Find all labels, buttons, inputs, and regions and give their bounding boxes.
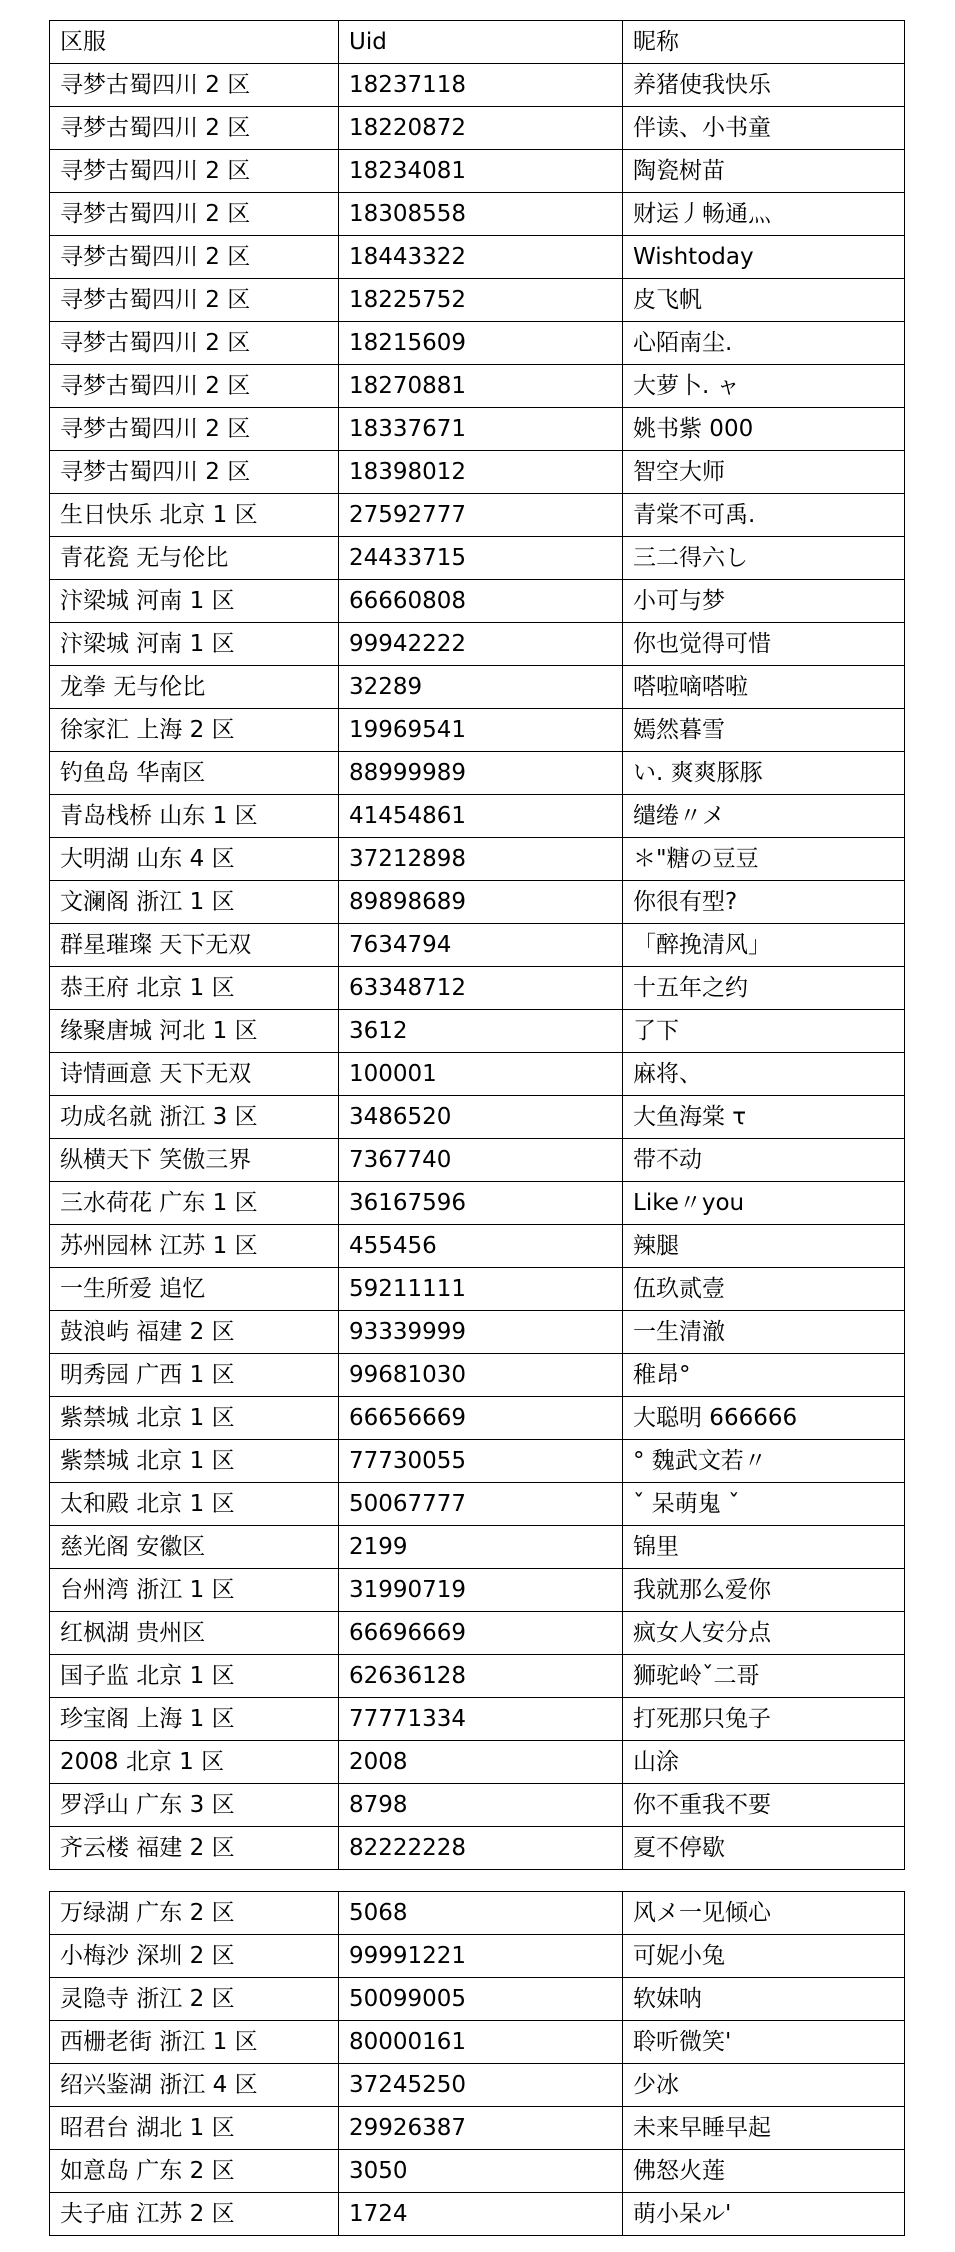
- table-row: [50, 838, 905, 881]
- cell-uid: 18234081: [339, 150, 623, 193]
- table-row: [50, 1978, 905, 2021]
- table-row: [50, 494, 905, 537]
- cell-server: 昭君台 湖北 1 区: [50, 2107, 339, 2150]
- table-row: [50, 408, 905, 451]
- cell-server: 万绿湖 广东 2 区: [50, 1892, 339, 1935]
- cell-server: 大明湖 山东 4 区: [50, 838, 339, 881]
- server-uid-table: [49, 20, 905, 1870]
- table-row: [50, 2107, 905, 2150]
- cell-uid: 100001: [339, 1053, 623, 1096]
- table-row: [50, 1655, 905, 1698]
- cell-uid: 2008: [339, 1741, 623, 1784]
- cell-nickname: 伍玖贰壹: [623, 1268, 905, 1311]
- cell-server: 钓鱼岛 华南区: [50, 752, 339, 795]
- table-row: [50, 150, 905, 193]
- cell-server: 夫子庙 江苏 2 区: [50, 2193, 339, 2236]
- cell-nickname: 皮飞帆: [623, 279, 905, 322]
- cell-server: 西栅老街 浙江 1 区: [50, 2021, 339, 2064]
- cell-server: 绍兴鉴湖 浙江 4 区: [50, 2064, 339, 2107]
- cell-server: 寻梦古蜀四川 2 区: [50, 408, 339, 451]
- cell-server: 恭王府 北京 1 区: [50, 967, 339, 1010]
- cell-server: 群星璀璨 天下无双: [50, 924, 339, 967]
- cell-nickname: 姚书紫 000: [623, 408, 905, 451]
- cell-uid: 7367740: [339, 1139, 623, 1182]
- cell-server: 徐家汇 上海 2 区: [50, 709, 339, 752]
- cell-nickname: ＊"糖の豆豆: [623, 838, 905, 881]
- table-row: [50, 1053, 905, 1096]
- cell-nickname: 财运丿畅通灬: [623, 193, 905, 236]
- cell-nickname: い. 爽爽豚豚: [623, 752, 905, 795]
- cell-nickname: Like〃you: [623, 1182, 905, 1225]
- cell-uid: 455456: [339, 1225, 623, 1268]
- cell-uid: 18237118: [339, 64, 623, 107]
- cell-uid: 27592777: [339, 494, 623, 537]
- table-row: [50, 2021, 905, 2064]
- cell-uid: 18337671: [339, 408, 623, 451]
- table-row: [50, 709, 905, 752]
- cell-server: 三水荷花 广东 1 区: [50, 1182, 339, 1225]
- cell-uid: 59211111: [339, 1268, 623, 1311]
- cell-server: 紫禁城 北京 1 区: [50, 1440, 339, 1483]
- cell-server: 青花瓷 无与伦比: [50, 537, 339, 580]
- cell-uid: 37212898: [339, 838, 623, 881]
- cell-nickname: 伴读、小书童: [623, 107, 905, 150]
- table-row: [50, 1935, 905, 1978]
- cell-nickname: ˇ 呆萌鬼 ˇ: [623, 1483, 905, 1526]
- cell-server: 青岛栈桥 山东 1 区: [50, 795, 339, 838]
- table-row: [50, 1526, 905, 1569]
- cell-server: 台州湾 浙江 1 区: [50, 1569, 339, 1612]
- cell-server: 生日快乐 北京 1 区: [50, 494, 339, 537]
- cell-nickname: 夏不停歇: [623, 1827, 905, 1870]
- cell-server: 如意岛 广东 2 区: [50, 2150, 339, 2193]
- table-row: [50, 1182, 905, 1225]
- cell-uid: 93339999: [339, 1311, 623, 1354]
- cell-nickname: 未来早睡早起: [623, 2107, 905, 2150]
- cell-server: 国子监 北京 1 区: [50, 1655, 339, 1698]
- cell-server: 缘聚唐城 河北 1 区: [50, 1010, 339, 1053]
- table-row: [50, 1268, 905, 1311]
- cell-uid: 50067777: [339, 1483, 623, 1526]
- cell-uid: 37245250: [339, 2064, 623, 2107]
- cell-nickname: 少冰: [623, 2064, 905, 2107]
- cell-nickname: 佛怒火莲: [623, 2150, 905, 2193]
- table-row: [50, 64, 905, 107]
- cell-uid: 50099005: [339, 1978, 623, 2021]
- cell-uid: 18443322: [339, 236, 623, 279]
- cell-server: 寻梦古蜀四川 2 区: [50, 279, 339, 322]
- cell-server: 鼓浪屿 福建 2 区: [50, 1311, 339, 1354]
- cell-server: 太和殿 北京 1 区: [50, 1483, 339, 1526]
- cell-server: 寻梦古蜀四川 2 区: [50, 193, 339, 236]
- cell-uid: 89898689: [339, 881, 623, 924]
- table-row: [50, 967, 905, 1010]
- table-row: [50, 322, 905, 365]
- table-row: [50, 1827, 905, 1870]
- cell-uid: 19969541: [339, 709, 623, 752]
- cell-nickname: 可妮小兔: [623, 1935, 905, 1978]
- table-row: [50, 1225, 905, 1268]
- table-row: [50, 537, 905, 580]
- cell-nickname: 麻将、: [623, 1053, 905, 1096]
- table-row: [50, 795, 905, 838]
- cell-uid: 2199: [339, 1526, 623, 1569]
- cell-uid: 1724: [339, 2193, 623, 2236]
- cell-nickname: 「醉挽清风」: [623, 924, 905, 967]
- cell-nickname: 打死那只兔子: [623, 1698, 905, 1741]
- cell-uid: 18308558: [339, 193, 623, 236]
- header-server: 区服: [50, 21, 339, 64]
- table-row: [50, 580, 905, 623]
- cell-uid: 77730055: [339, 1440, 623, 1483]
- table-row: [50, 1139, 905, 1182]
- table-row: [50, 666, 905, 709]
- table-row: [50, 193, 905, 236]
- cell-nickname: 你也觉得可惜: [623, 623, 905, 666]
- cell-nickname: 我就那么爱你: [623, 1569, 905, 1612]
- cell-server: 2008 北京 1 区: [50, 1741, 339, 1784]
- cell-nickname: 一生清澈: [623, 1311, 905, 1354]
- cell-nickname: 十五年之约: [623, 967, 905, 1010]
- cell-nickname: 三二得六し: [623, 537, 905, 580]
- cell-uid: 8798: [339, 1784, 623, 1827]
- cell-uid: 99991221: [339, 1935, 623, 1978]
- cell-uid: 18398012: [339, 451, 623, 494]
- cell-server: 寻梦古蜀四川 2 区: [50, 107, 339, 150]
- cell-server: 明秀园 广西 1 区: [50, 1354, 339, 1397]
- cell-uid: 66696669: [339, 1612, 623, 1655]
- cell-server: 寻梦古蜀四川 2 区: [50, 322, 339, 365]
- cell-nickname: 青棠不可禹.: [623, 494, 905, 537]
- table-row: [50, 1483, 905, 1526]
- table-row: [50, 365, 905, 408]
- cell-server: 一生所爱 追忆: [50, 1268, 339, 1311]
- cell-nickname: 陶瓷树苗: [623, 150, 905, 193]
- cell-server: 小梅沙 深圳 2 区: [50, 1935, 339, 1978]
- cell-uid: 66660808: [339, 580, 623, 623]
- cell-nickname: 稚昂°: [623, 1354, 905, 1397]
- cell-nickname: 嗒啦嘀嗒啦: [623, 666, 905, 709]
- cell-uid: 31990719: [339, 1569, 623, 1612]
- cell-uid: 62636128: [339, 1655, 623, 1698]
- cell-server: 灵隐寺 浙江 2 区: [50, 1978, 339, 2021]
- cell-nickname: 风メ一见倾心: [623, 1892, 905, 1935]
- cell-server: 龙拳 无与伦比: [50, 666, 339, 709]
- cell-uid: 7634794: [339, 924, 623, 967]
- table-row: [50, 1741, 905, 1784]
- cell-uid: 18225752: [339, 279, 623, 322]
- cell-nickname: Wishtoday: [623, 236, 905, 279]
- cell-nickname: 萌小呆ル': [623, 2193, 905, 2236]
- table-row: [50, 2150, 905, 2193]
- cell-nickname: 智空大师: [623, 451, 905, 494]
- cell-nickname: 嫣然暮雪: [623, 709, 905, 752]
- cell-server: 红枫湖 贵州区: [50, 1612, 339, 1655]
- table-row: [50, 1311, 905, 1354]
- table-row: [50, 107, 905, 150]
- cell-server: 紫禁城 北京 1 区: [50, 1397, 339, 1440]
- cell-nickname: 心陌南尘.: [623, 322, 905, 365]
- table-row: [50, 1440, 905, 1483]
- table-row: [50, 1354, 905, 1397]
- cell-nickname: 锦里: [623, 1526, 905, 1569]
- header-uid: Uid: [339, 21, 623, 64]
- cell-server: 齐云楼 福建 2 区: [50, 1827, 339, 1870]
- cell-server: 寻梦古蜀四川 2 区: [50, 451, 339, 494]
- cell-nickname: 疯女人安分点: [623, 1612, 905, 1655]
- cell-server: 功成名就 浙江 3 区: [50, 1096, 339, 1139]
- cell-server: 汴梁城 河南 1 区: [50, 580, 339, 623]
- table-row: [50, 236, 905, 279]
- cell-uid: 3612: [339, 1010, 623, 1053]
- table-row: [50, 2064, 905, 2107]
- table-row: [50, 1612, 905, 1655]
- cell-uid: 18215609: [339, 322, 623, 365]
- cell-uid: 24433715: [339, 537, 623, 580]
- table-header-row: [50, 21, 905, 64]
- cell-server: 汴梁城 河南 1 区: [50, 623, 339, 666]
- table-row: [50, 1784, 905, 1827]
- cell-server: 慈光阁 安徽区: [50, 1526, 339, 1569]
- cell-uid: 99681030: [339, 1354, 623, 1397]
- table-row: [50, 1096, 905, 1139]
- cell-uid: 41454861: [339, 795, 623, 838]
- server-uid-table-continued: [49, 1891, 905, 2236]
- cell-uid: 88999989: [339, 752, 623, 795]
- cell-uid: 18220872: [339, 107, 623, 150]
- cell-uid: 77771334: [339, 1698, 623, 1741]
- cell-uid: 99942222: [339, 623, 623, 666]
- cell-server: 罗浮山 广东 3 区: [50, 1784, 339, 1827]
- cell-nickname: ° 魏武文若〃: [623, 1440, 905, 1483]
- cell-uid: 29926387: [339, 2107, 623, 2150]
- cell-uid: 3486520: [339, 1096, 623, 1139]
- cell-nickname: 山涂: [623, 1741, 905, 1784]
- cell-nickname: 你很有型?: [623, 881, 905, 924]
- cell-server: 寻梦古蜀四川 2 区: [50, 365, 339, 408]
- cell-server: 寻梦古蜀四川 2 区: [50, 236, 339, 279]
- cell-uid: 32289: [339, 666, 623, 709]
- cell-server: 寻梦古蜀四川 2 区: [50, 64, 339, 107]
- table-row: [50, 623, 905, 666]
- cell-uid: 82222228: [339, 1827, 623, 1870]
- cell-uid: 63348712: [339, 967, 623, 1010]
- cell-nickname: 缱绻〃メ: [623, 795, 905, 838]
- cell-nickname: 聆听微笑': [623, 2021, 905, 2064]
- cell-nickname: 了下: [623, 1010, 905, 1053]
- table-row: [50, 1698, 905, 1741]
- table-row: [50, 881, 905, 924]
- cell-nickname: 大萝卜. ャ: [623, 365, 905, 408]
- cell-nickname: 小可与梦: [623, 580, 905, 623]
- table-row: [50, 451, 905, 494]
- cell-server: 珍宝阁 上海 1 区: [50, 1698, 339, 1741]
- table-row: [50, 924, 905, 967]
- table-row: [50, 279, 905, 322]
- table-row: [50, 752, 905, 795]
- cell-server: 苏州园林 江苏 1 区: [50, 1225, 339, 1268]
- cell-nickname: 辣腿: [623, 1225, 905, 1268]
- header-nickname: 昵称: [623, 21, 905, 64]
- table-row: [50, 1892, 905, 1935]
- cell-nickname: 大鱼海棠 τ: [623, 1096, 905, 1139]
- table-row: [50, 1569, 905, 1612]
- cell-uid: 5068: [339, 1892, 623, 1935]
- cell-nickname: 软妹呐: [623, 1978, 905, 2021]
- cell-nickname: 你不重我不要: [623, 1784, 905, 1827]
- cell-server: 诗情画意 天下无双: [50, 1053, 339, 1096]
- cell-uid: 18270881: [339, 365, 623, 408]
- cell-nickname: 养猪使我快乐: [623, 64, 905, 107]
- cell-uid: 3050: [339, 2150, 623, 2193]
- cell-nickname: 大聪明 666666: [623, 1397, 905, 1440]
- table-row: [50, 1397, 905, 1440]
- cell-nickname: 狮驼岭ˇ二哥: [623, 1655, 905, 1698]
- table-row: [50, 1010, 905, 1053]
- table-row: [50, 2193, 905, 2236]
- cell-nickname: 带不动: [623, 1139, 905, 1182]
- cell-uid: 36167596: [339, 1182, 623, 1225]
- cell-server: 文澜阁 浙江 1 区: [50, 881, 339, 924]
- cell-server: 纵横天下 笑傲三界: [50, 1139, 339, 1182]
- cell-uid: 80000161: [339, 2021, 623, 2064]
- cell-server: 寻梦古蜀四川 2 区: [50, 150, 339, 193]
- cell-uid: 66656669: [339, 1397, 623, 1440]
